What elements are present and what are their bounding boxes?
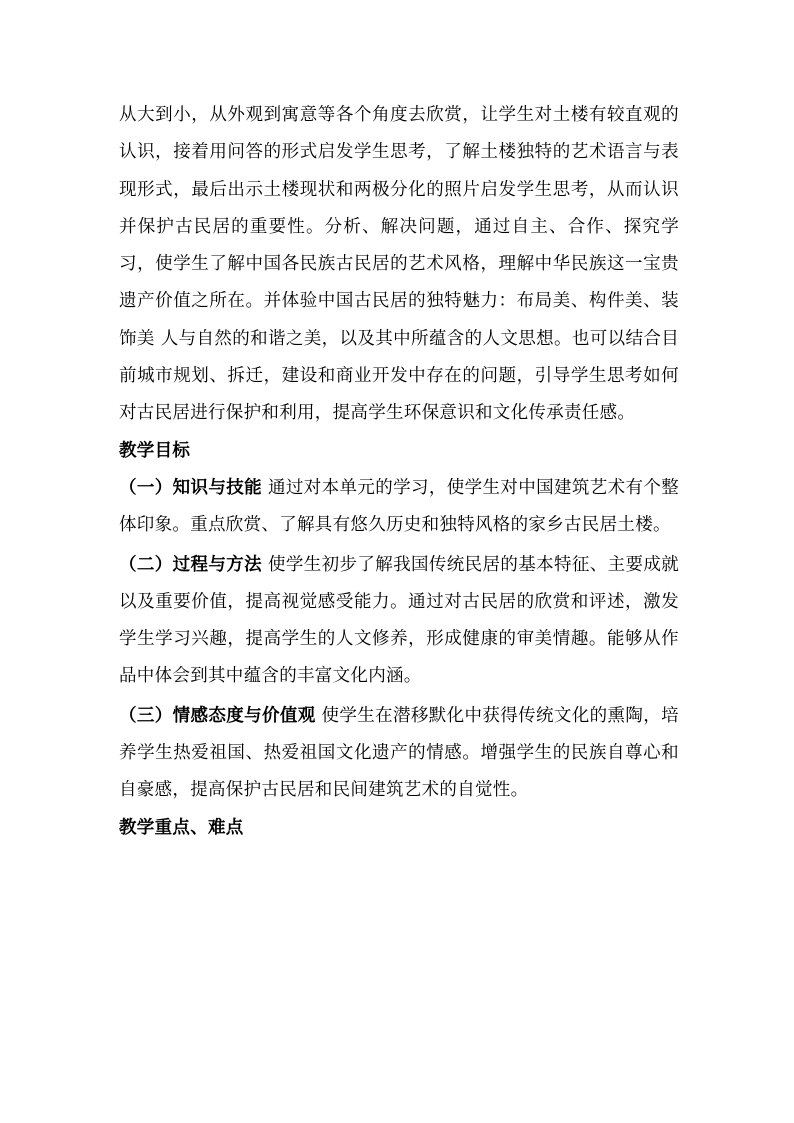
document-page: [119, 97, 679, 847]
objective-emotion-values: [119, 698, 679, 810]
objective-label: （二）过程与方法: [119, 554, 262, 575]
key-points-heading: 教学重点、难点: [119, 817, 244, 838]
objective-label: （一）知识与技能: [119, 477, 262, 498]
objective-process-method: [119, 547, 679, 696]
objective-knowledge-skills: [119, 470, 679, 545]
objective-text: 使学生在潜移默化中获得传统文化的熏陶，培养学生热爱祖国、热爱祖国文化遗产的情感。增强学生的民族自尊心和自豪感，提高保护古民居和民间建筑艺术的自觉性。: [119, 705, 679, 801]
objectives-heading: 教学目标: [119, 440, 191, 461]
objective-text: 通过对本单元的学习，使学生对中国建筑艺术有个整体印象。重点欣赏、了解具有悠久历史和独特风格的家乡古民居土楼。: [119, 477, 679, 536]
objective-label: （三）情感态度与价值观: [119, 705, 316, 726]
objective-text: 使学生初步了解我国传统民居的基本特征、主要成就以及重要价值，提高视觉感受能力。通过对古民居的欣赏和评述，激发学生学习兴趣，提高学生的人文修养，形成健康的审美情趣。能够从作品中体会到其中蕴含的丰富文化内涵。: [119, 554, 679, 687]
intro-paragraph: 从大到小，从外观到寓意等各个角度去欣赏，让学生对土楼有较直观的认识，接着用问答的形式启发学生思考，了解土楼独特的艺术语言与表现形式，最后出示土楼现状和两极分化的照片启发学生思考，从而认识并保护古民居的重要性。分析、解决问题，通过自主、合作、探究学习，使学生了解中国各民族古民居的艺术风格，理解中华民族这一宝贵遗产价值之所在。并体验中国古民居的独特魅力：布局美、构件美、装饰美 人与自然的和谐之美，以及其中所蕴含的人文思想。也可以结合目前城市规划、拆迁，建设和商业开发中存在的问题，引导学生思考如何对古民居进行保护和利用，提高学生环保意识和文化传承责任感。: [119, 105, 679, 424]
